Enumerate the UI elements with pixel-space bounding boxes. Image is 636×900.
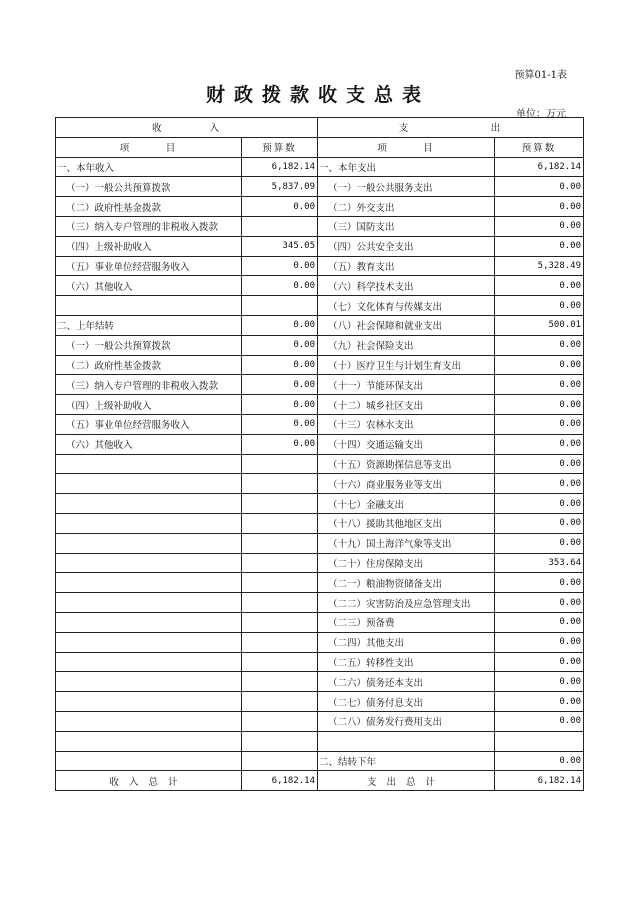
- income-item-cell: [56, 296, 242, 316]
- income-value-cell: 345.05: [242, 236, 318, 256]
- expense-item-cell: （十八）援助其他地区支出: [318, 513, 495, 533]
- expense-item-cell: [318, 731, 495, 751]
- income-item-cell: [56, 494, 242, 514]
- expense-value-cell: 0.00: [495, 652, 584, 672]
- income-value-cell: [242, 573, 318, 593]
- expense-item-cell: （八）社会保障和就业支出: [318, 315, 495, 335]
- income-value-cell: [242, 711, 318, 731]
- expense-budget-header: 预算数: [495, 137, 584, 157]
- income-item-cell: [56, 454, 242, 474]
- expense-value-cell: 0.00: [495, 395, 584, 415]
- expense-item-cell: （四）公共安全支出: [318, 236, 495, 256]
- expense-item-cell: （二）外交支出: [318, 197, 495, 217]
- table-row: [56, 593, 584, 613]
- budget-table: [55, 117, 584, 791]
- table-row: [56, 731, 584, 751]
- income-item-cell: （六）其他收入: [56, 276, 242, 296]
- table-row: [56, 256, 584, 276]
- income-value-cell: [242, 632, 318, 652]
- expense-value-cell: 0.00: [495, 672, 584, 692]
- expense-value-cell: 0.00: [495, 612, 584, 632]
- table-row: [56, 573, 584, 593]
- table-row: [56, 513, 584, 533]
- income-value-cell: [242, 296, 318, 316]
- income-item-cell: [56, 573, 242, 593]
- expense-item-cell: （二三）预备费: [318, 612, 495, 632]
- expense-value-cell: 0.00: [495, 593, 584, 613]
- income-item-cell: [56, 593, 242, 613]
- expense-value-cell: 0.00: [495, 216, 584, 236]
- income-item-cell: [56, 474, 242, 494]
- table-row: [56, 236, 584, 256]
- table-row: [56, 474, 584, 494]
- income-item-cell: [56, 711, 242, 731]
- income-value-cell: [242, 553, 318, 573]
- unit-label: 单位：万元: [516, 109, 566, 120]
- income-section-header: 收 入: [56, 118, 318, 138]
- expense-item-cell: （二五）转移性支出: [318, 652, 495, 672]
- table-row: [56, 454, 584, 474]
- income-value-cell: 0.00: [242, 395, 318, 415]
- expense-value-cell: 0.00: [495, 573, 584, 593]
- table-row: [56, 395, 584, 415]
- expense-value-cell: 353.64: [495, 553, 584, 573]
- table-row: [56, 335, 584, 355]
- income-value-cell: [242, 216, 318, 236]
- table-row: [56, 375, 584, 395]
- income-item-cell: （一）一般公共预算拨款: [56, 335, 242, 355]
- table-row: [56, 612, 584, 632]
- expense-value-cell: 0.00: [495, 355, 584, 375]
- table-row: [56, 533, 584, 553]
- income-item-cell: [56, 751, 242, 771]
- income-item-cell: [56, 731, 242, 751]
- expense-value-cell: 0.00: [495, 632, 584, 652]
- expense-value-cell: 0.00: [495, 751, 584, 771]
- income-value-cell: 0.00: [242, 335, 318, 355]
- income-item-cell: 二、上年结转: [56, 315, 242, 335]
- income-item-cell: （二）政府性基金拨款: [56, 197, 242, 217]
- expense-item-cell: 二、结转下年: [318, 751, 495, 771]
- section-header-row: [56, 118, 584, 138]
- expense-value-cell: 0.00: [495, 296, 584, 316]
- income-value-cell: [242, 494, 318, 514]
- income-item-cell: [56, 632, 242, 652]
- column-header-row: [56, 137, 584, 157]
- income-value-cell: 0.00: [242, 315, 318, 335]
- expense-value-cell: 0.00: [495, 474, 584, 494]
- page-title: 财政拨款收支总表: [205, 84, 430, 106]
- income-item-cell: [56, 672, 242, 692]
- income-item-header: 项 目: [56, 137, 242, 157]
- expense-value-cell: 0.00: [495, 434, 584, 454]
- expense-value-cell: 0.00: [495, 177, 584, 197]
- income-total-label: 收入总计: [56, 771, 242, 791]
- income-total-value: 6,182.14: [242, 771, 318, 791]
- income-budget-header: 预算数: [242, 137, 318, 157]
- expense-section-header: 支 出: [318, 118, 584, 138]
- income-value-cell: [242, 692, 318, 712]
- income-item-cell: （五）事业单位经营服务收入: [56, 414, 242, 434]
- expense-value-cell: 6,182.14: [495, 157, 584, 177]
- expense-item-header: 项 目: [318, 137, 495, 157]
- income-value-cell: 0.00: [242, 256, 318, 276]
- expense-item-cell: （三）国防支出: [318, 216, 495, 236]
- income-value-cell: 0.00: [242, 355, 318, 375]
- table-row: [56, 494, 584, 514]
- expense-item-cell: （二四）其他支出: [318, 632, 495, 652]
- expense-item-cell: （二八）债务发行费用支出: [318, 711, 495, 731]
- table-row: [56, 692, 584, 712]
- expense-value-cell: [495, 731, 584, 751]
- expense-item-cell: （二二）灾害防治及应急管理支出: [318, 593, 495, 613]
- table-row: [56, 672, 584, 692]
- income-value-cell: 0.00: [242, 276, 318, 296]
- income-value-cell: 5,837.09: [242, 177, 318, 197]
- table-row: [56, 216, 584, 236]
- income-value-cell: [242, 652, 318, 672]
- expense-value-cell: 0.00: [495, 236, 584, 256]
- expense-total-value: 6,182.14: [495, 771, 584, 791]
- income-item-cell: （二）政府性基金拨款: [56, 355, 242, 375]
- income-value-cell: [242, 533, 318, 553]
- expense-item-cell: （五）教育支出: [318, 256, 495, 276]
- expense-value-cell: 0.00: [495, 692, 584, 712]
- expense-value-cell: 0.00: [495, 454, 584, 474]
- table-row: [56, 296, 584, 316]
- expense-item-cell: （九）社会保险支出: [318, 335, 495, 355]
- income-value-cell: [242, 474, 318, 494]
- expense-value-cell: 0.00: [495, 533, 584, 553]
- table-row: [56, 553, 584, 573]
- table-row: [56, 157, 584, 177]
- expense-value-cell: 0.00: [495, 414, 584, 434]
- table-row: [56, 751, 584, 771]
- expense-value-cell: 5,328.49: [495, 256, 584, 276]
- expense-item-cell: （二一）粮油物资储备支出: [318, 573, 495, 593]
- income-item-cell: [56, 652, 242, 672]
- table-row: [56, 434, 584, 454]
- income-value-cell: [242, 672, 318, 692]
- expense-item-cell: （十四）交通运输支出: [318, 434, 495, 454]
- income-item-cell: （四）上级补助收入: [56, 395, 242, 415]
- income-item-cell: [56, 513, 242, 533]
- income-item-cell: （一）一般公共预算拨款: [56, 177, 242, 197]
- income-value-cell: 0.00: [242, 375, 318, 395]
- expense-value-cell: 0.00: [495, 513, 584, 533]
- expense-item-cell: （十九）国土海洋气象等支出: [318, 533, 495, 553]
- table-row: [56, 177, 584, 197]
- table-row: [56, 197, 584, 217]
- income-value-cell: [242, 751, 318, 771]
- expense-value-cell: 0.00: [495, 375, 584, 395]
- income-value-cell: [242, 454, 318, 474]
- income-value-cell: [242, 612, 318, 632]
- expense-value-cell: 500.01: [495, 315, 584, 335]
- income-item-cell: （四）上级补助收入: [56, 236, 242, 256]
- income-value-cell: 0.00: [242, 197, 318, 217]
- income-item-cell: [56, 553, 242, 573]
- expense-item-cell: （十三）农林水支出: [318, 414, 495, 434]
- expense-item-cell: （十二）城乡社区支出: [318, 395, 495, 415]
- table-row: [56, 315, 584, 335]
- expense-value-cell: 0.00: [495, 276, 584, 296]
- income-value-cell: [242, 593, 318, 613]
- expense-total-label: 支出总计: [318, 771, 495, 791]
- expense-item-cell: （十一）节能环保支出: [318, 375, 495, 395]
- income-item-cell: （五）事业单位经营服务收入: [56, 256, 242, 276]
- table-row: [56, 355, 584, 375]
- expense-item-cell: （六）科学技术支出: [318, 276, 495, 296]
- form-code: 预算01-1表: [514, 70, 567, 81]
- table-row: [56, 652, 584, 672]
- expense-item-cell: （二六）债务还本支出: [318, 672, 495, 692]
- expense-item-cell: （十五）资源勘探信息等支出: [318, 454, 495, 474]
- table-row: [56, 632, 584, 652]
- table-row: [56, 414, 584, 434]
- income-value-cell: [242, 731, 318, 751]
- expense-item-cell: （七）文化体育与传媒支出: [318, 296, 495, 316]
- expense-item-cell: （一）一般公共服务支出: [318, 177, 495, 197]
- expense-item-cell: （十七）金融支出: [318, 494, 495, 514]
- expense-value-cell: 0.00: [495, 494, 584, 514]
- income-item-cell: 一、本年收入: [56, 157, 242, 177]
- expense-item-cell: （十六）商业服务业等支出: [318, 474, 495, 494]
- expense-item-cell: （十）医疗卫生与计划生育支出: [318, 355, 495, 375]
- income-item-cell: （六）其他收入: [56, 434, 242, 454]
- expense-item-cell: 一、本年支出: [318, 157, 495, 177]
- income-item-cell: [56, 533, 242, 553]
- income-item-cell: [56, 612, 242, 632]
- income-value-cell: 6,182.14: [242, 157, 318, 177]
- income-value-cell: 0.00: [242, 414, 318, 434]
- income-value-cell: 0.00: [242, 434, 318, 454]
- table-row: [56, 711, 584, 731]
- income-item-cell: [56, 692, 242, 712]
- income-item-cell: （三）纳入专户管理的非税收入拨款: [56, 216, 242, 236]
- table-row: [56, 276, 584, 296]
- expense-value-cell: 0.00: [495, 711, 584, 731]
- income-value-cell: [242, 513, 318, 533]
- expense-value-cell: 0.00: [495, 335, 584, 355]
- expense-item-cell: （二七）债务付息支出: [318, 692, 495, 712]
- expense-value-cell: 0.00: [495, 197, 584, 217]
- total-row: [56, 771, 584, 791]
- income-item-cell: （三）纳入专户管理的非税收入拨款: [56, 375, 242, 395]
- expense-item-cell: （二十）住房保障支出: [318, 553, 495, 573]
